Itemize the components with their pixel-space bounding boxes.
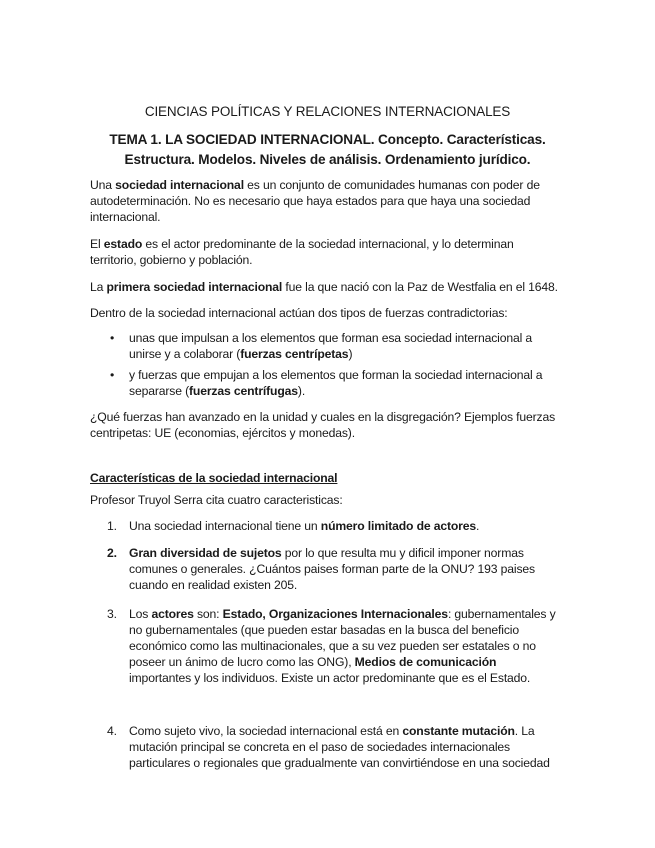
list-item <box>129 545 544 593</box>
bold-term: Gran diversidad de sujetos <box>129 546 282 560</box>
paragraph-fuerzas: Dentro de la sociedad internacional actúan dos tipos de fuerzas contradictorias: <box>90 306 508 320</box>
text: Una <box>90 178 116 192</box>
bold-term: sociedad internacional <box>115 178 244 192</box>
paragraph-question: ¿Qué fuerzas han avanzado en la unidad y cuales en la disgregación? Ejemplos fuerzas centripetas: UE (economias, ejércitos y monedas). <box>90 410 556 440</box>
text: es el actor predominante de la sociedad internacional, y lo determinan territorio, gobierno y población. <box>90 237 514 267</box>
bold-term: Medios de comunicación <box>354 655 497 669</box>
paragraph-truyol: Profesor Truyol Serra cita cuatro caracteristicas: <box>90 493 343 507</box>
text: : gubernamentales y no gubernamentales (que pueden estar basadas en la busca del beneficio económico como las multinacionales, que a su vez pueden ser estatales o no poseer un ánimo de lucro como las ONG), <box>129 607 556 669</box>
list-number: 3. <box>107 607 117 621</box>
list-number: 2. <box>107 546 117 560</box>
bullet-icon: • <box>110 368 115 382</box>
bold-term: constante mutación <box>402 724 515 738</box>
section-heading: Características de la sociedad internacional <box>90 471 338 485</box>
text: Una sociedad internacional tiene un <box>129 519 321 533</box>
text: ). <box>297 384 306 398</box>
bold-term: Estado, Organizaciones Internacionales <box>222 607 448 621</box>
paragraph-westfalia <box>90 279 560 295</box>
bold-term: actores <box>151 607 194 621</box>
text: es un conjunto de comunidades humanas con poder de autodeterminación. No es necesario que haya estados para que haya una sociedad internacional. <box>90 178 540 224</box>
text: . <box>476 519 480 533</box>
text: por lo que resulta mu y dificil imponer normas comunes o generales. ¿Cuántos paises forman parte de la ONU? 193 paises cuando en realidad existen 205. <box>129 546 535 592</box>
list-number: 4. <box>107 724 117 738</box>
bold-term: primera sociedad internacional <box>106 280 283 294</box>
text: . La mutación principal se concreta en el paso de sociedades internacionales particulares o regionales que gradualmente van convirtiéndose en una sociedad <box>129 724 550 770</box>
text: ) <box>348 347 353 361</box>
list-item <box>129 723 554 771</box>
bold-term: fuerzas centrífugas <box>189 384 298 398</box>
bullet-icon: • <box>110 331 115 345</box>
title-line-2: Estructura. Modelos. Niveles de análisis. Ordenamiento jurídico. <box>124 152 531 167</box>
list-item <box>129 518 559 534</box>
list-item <box>129 606 561 686</box>
paragraph-definition <box>90 177 560 225</box>
title-line-1: TEMA 1. LA SOCIEDAD INTERNACIONAL. Concepto. Características. <box>109 132 546 147</box>
text: La <box>90 280 107 294</box>
text: importantes y los individuos. Existe un actor predominante que es el Estado. <box>129 671 531 685</box>
bold-term: estado <box>103 237 143 251</box>
text: son: <box>193 607 223 621</box>
bullet-item <box>129 367 549 399</box>
text: unas que impulsan a los elementos que forman esa sociedad internacional a unirse y a colaborar ( <box>129 331 533 361</box>
course-header: CIENCIAS POLÍTICAS Y RELACIONES INTERNACIONALES <box>144 104 511 119</box>
text: El <box>90 237 104 251</box>
bold-term: número limitado de actores <box>320 519 477 533</box>
paragraph-estado <box>90 236 560 268</box>
text: Los <box>129 607 152 621</box>
text: Como sujeto vivo, la sociedad internacional está en <box>129 724 403 738</box>
text: fue la que nació con la Paz de Westfalia en el 1648. <box>282 280 558 294</box>
bullet-item <box>129 330 549 362</box>
bold-term: fuerzas centrípetas <box>240 347 349 361</box>
text: y fuerzas que empujan a los elementos que forman la sociedad internacional a separarse ( <box>129 368 543 398</box>
page-title <box>40 130 615 170</box>
list-number: 1. <box>107 519 117 533</box>
